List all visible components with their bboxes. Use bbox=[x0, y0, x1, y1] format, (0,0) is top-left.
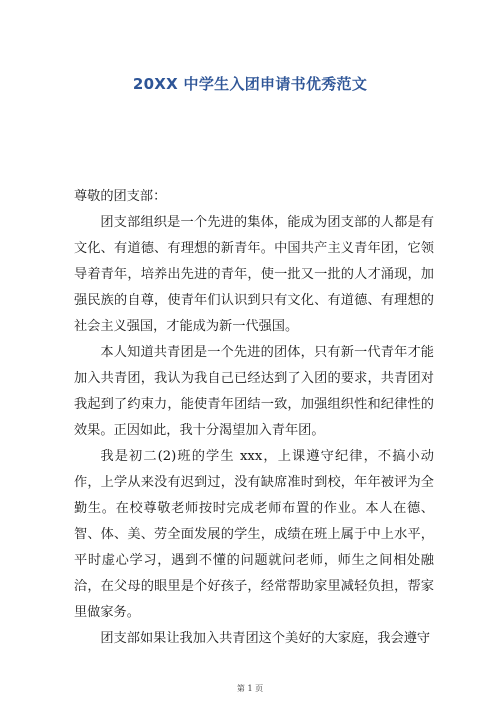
salutation: 尊敬的团支部： bbox=[74, 189, 167, 204]
page-number: 第 1 页 bbox=[236, 684, 264, 693]
document-body bbox=[74, 184, 434, 652]
paragraph: 我是初二(2)班的学生 xxx，上课遵守纪律，不搞小动作，上学从来没有迟到过，没有缺席准时到校，年年被评为全勤生。在校尊敬老师按时完成老师布置的作业。本人在德、智、体、美、劳全面发展的学生，成绩在班上属于中上水平，平时虚心学习，遇到不懂的问题就问老师，师生之间相处融洽，在父母的眼里是个好孩子，经常帮助家里减轻负担，帮家里做家务。 bbox=[74, 449, 434, 620]
paragraph: 团支部如果让我加入共青团这个美好的大家庭，我会遵守 bbox=[100, 631, 431, 646]
paragraph: 本人知道共青团是一个先进的团体，只有新一代青年才能加入共青团，我认为我自己已经达到了入团的要求，共青团对我起到了约束力，能使青年团结一致，加强组织性和纪律性的效果。正因如此，我十分渴望加入青年团。 bbox=[74, 345, 434, 438]
paragraph: 团支部组织是一个先进的集体，能成为团支部的人都是有文化、有道德、有理想的新青年。中国共产主义青年团，它领导着青年，培养出先进的青年，使一批又一批的人才涌现，加强民族的自尊，使青年们认识到只有文化、有道德、有理想的社会主义强国，才能成为新一代强国。 bbox=[74, 215, 434, 334]
page-title: 20XX 中学生入团申请书优秀范文 bbox=[132, 75, 368, 93]
